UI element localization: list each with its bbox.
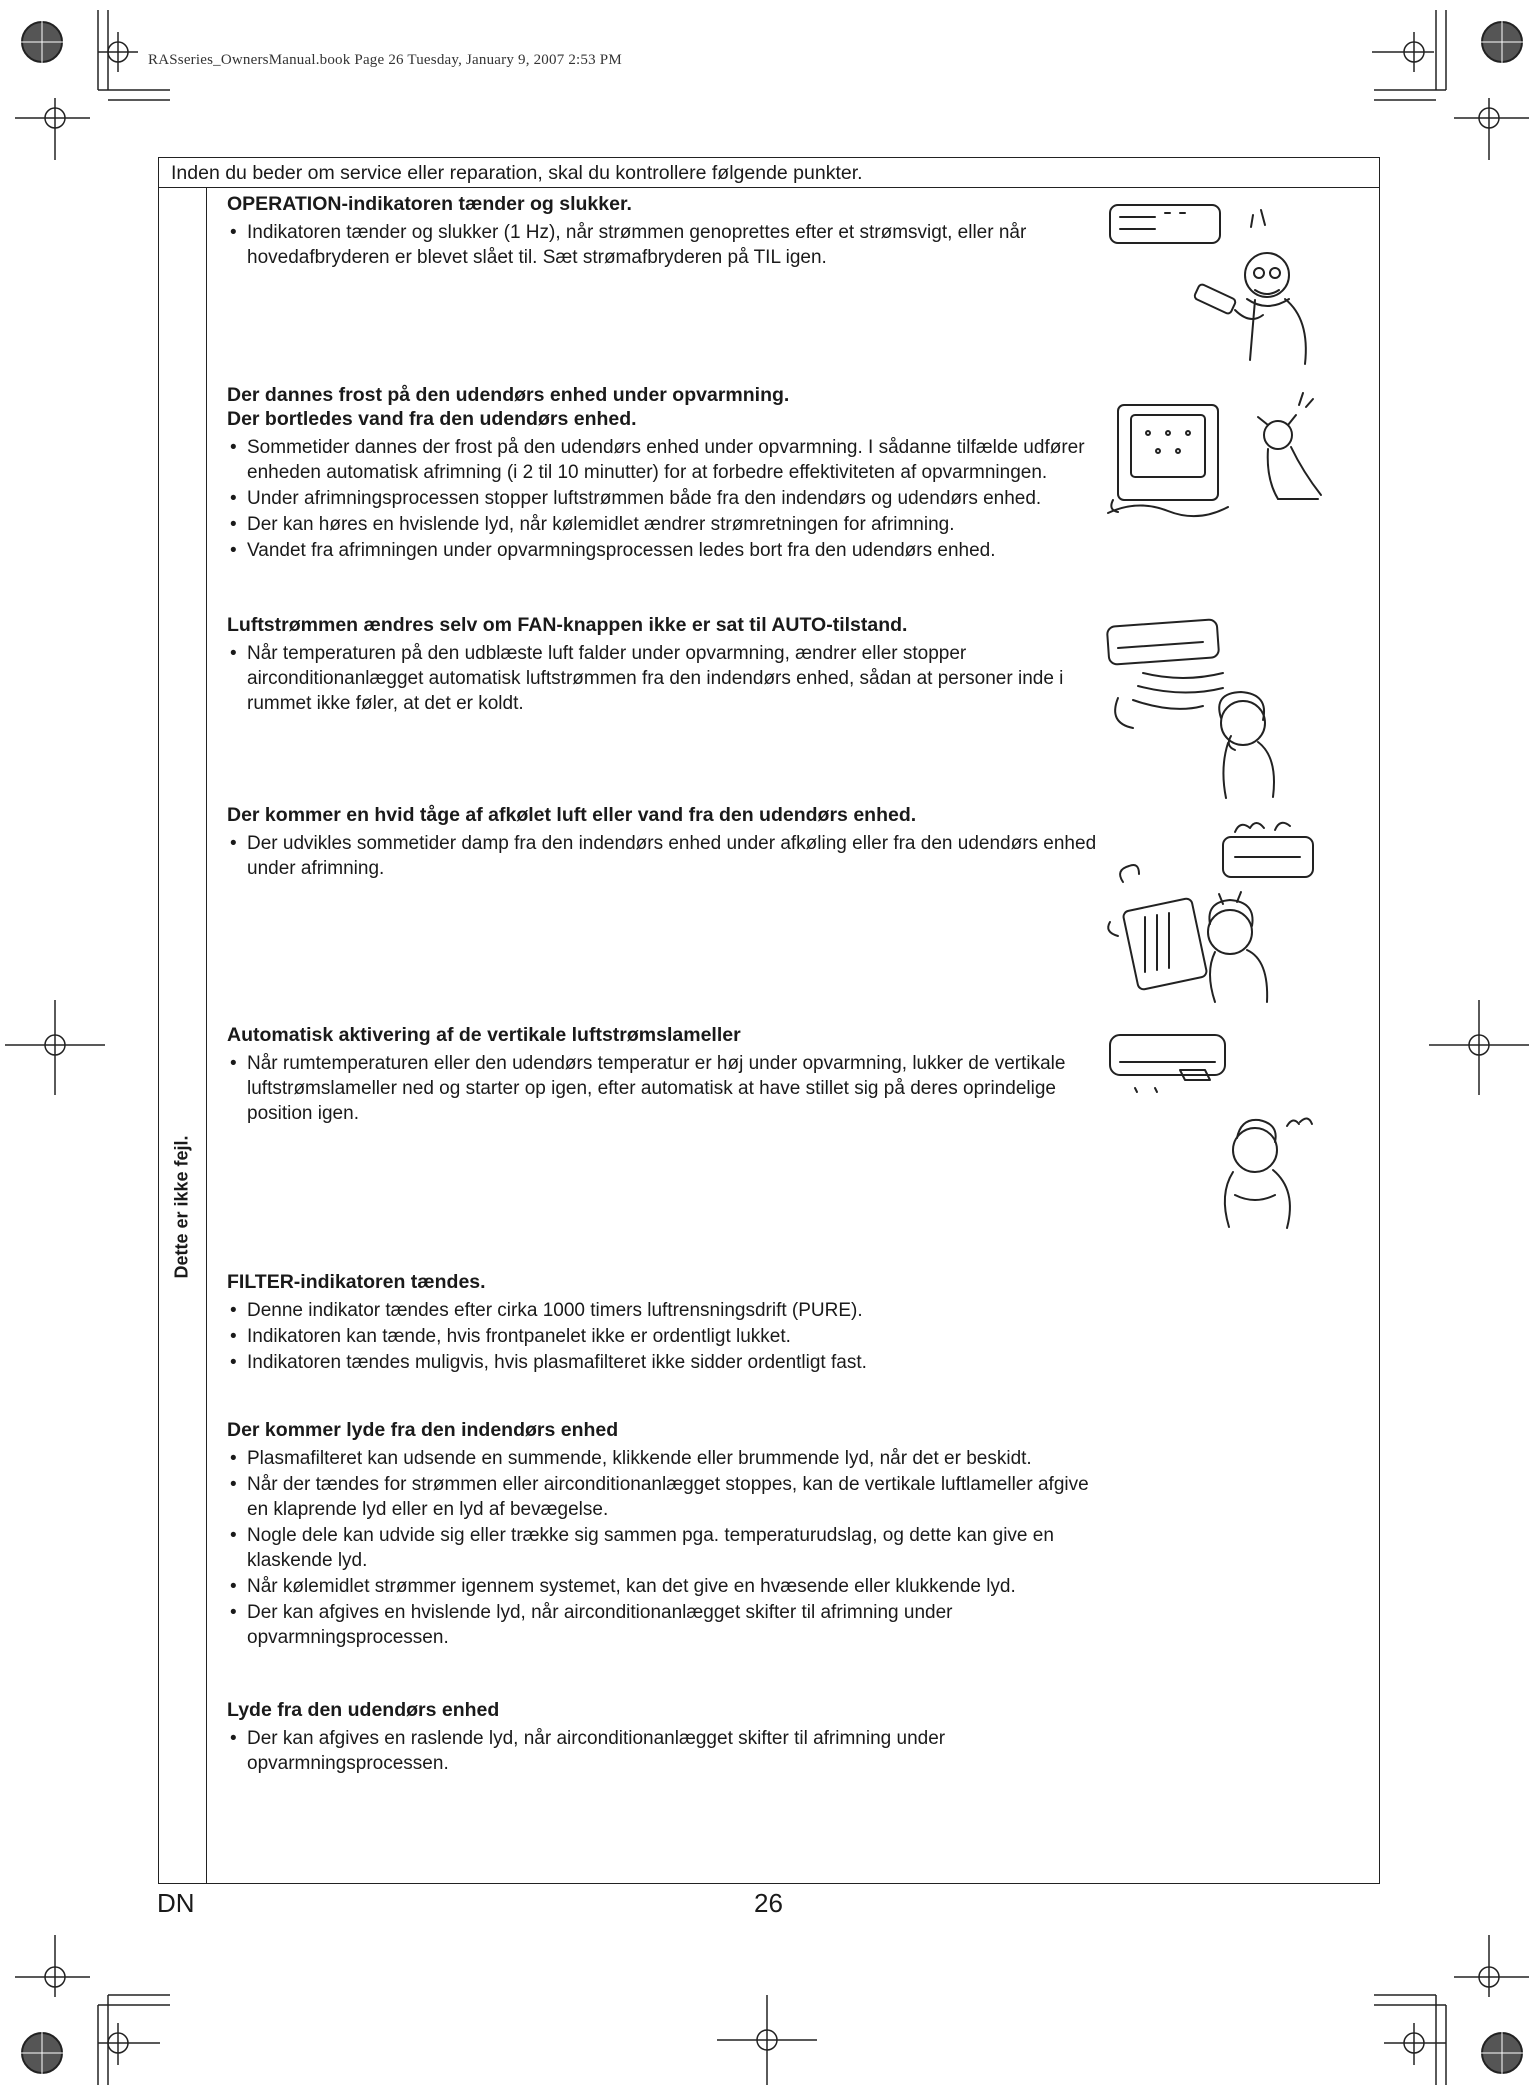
intro-text: Inden du beder om service eller reparation, skal du kontrollere følgende punkter. (171, 162, 863, 184)
list-item: • Indikatoren tænder og slukker (1 Hz), når strømmen genoprettes efter et strømsvigt, eller når hovedafbryderen er blevet slået til. Sæt strømafbryderen på TIL igen. (227, 220, 1107, 270)
registration-mark-top-right (1354, 10, 1534, 170)
list-item: • Når kølemidlet strømmer igennem systemet, kan det give en hvæsende eller klukkende lyd. (227, 1574, 1107, 1599)
list-item: • Når rumtemperaturen eller den udendørs temperatur er høj under opvarmning, lukker de vertikale luftstrømslameller ned og starter op igen, efter automatisk at have stillet sig på deres oprindelige position igen. (227, 1051, 1107, 1126)
section-vertical-louvers (227, 1023, 1107, 1127)
section-heading: Automatisk aktivering af de vertikale luftstrømslameller (227, 1024, 741, 1046)
section-indoor-noises (227, 1418, 1107, 1651)
section-heading: FILTER-indikatoren tændes. (227, 1271, 486, 1293)
section-outdoor-noises (227, 1698, 1107, 1777)
list-item: • Vandet fra afrimningen under opvarmningsprocessen ledes bort fra den udendørs enhed. (227, 538, 1107, 563)
side-column (159, 187, 207, 1883)
list-item: • Der udvikles sommetider damp fra den indendørs enhed under afkøling eller fra den udendørs enhed under afrimning. (227, 831, 1107, 881)
side-label-text: Dette er ikke fejl. (171, 1135, 192, 1279)
list-item: • Indikatoren tændes muligvis, hvis plasmafilteret ikke sidder ordentligt fast. (227, 1350, 1107, 1375)
section-operation-indicator (227, 192, 1107, 271)
list-item: • Nogle dele kan udvide sig eller trække sig sammen pga. temperaturudslag, og dette kan give en klaskende lyd. (227, 1523, 1107, 1573)
list-item: • Der kan afgives en hvislende lyd, når airconditionanlægget skifter til afrimning under opvarmningsprocessen. (227, 1600, 1107, 1650)
section-heading: Der kommer lyde fra den indendørs enhed (227, 1419, 619, 1441)
registration-mark-bottom-left (10, 1925, 190, 2085)
registration-mark-left-middle (0, 1000, 110, 1100)
list-item: • Indikatoren kan tænde, hvis frontpanelet ikke er ordentligt lukket. (227, 1324, 1107, 1349)
list-item: • Plasmafilteret kan udsende en summende, klikkende eller brummende lyd, når det er beskidt. (227, 1446, 1107, 1471)
section-heading: OPERATION-indikatoren tænder og slukker. (227, 193, 632, 215)
list-item: • Når temperaturen på den udblæste luft falder under opvarmning, ændrer eller stopper airconditionanlægget automatisk luftstrømmen fra den indendørs enhed, sådan at personer inde i rummet ikke føler, at det er koldt. (227, 641, 1107, 716)
list-item: • Sommetider dannes der frost på den udendørs enhed under opvarmning. I sådanne tilfælde udfører enheden automatisk afrimning (i 2 til 10 minutter) for at forbedre effektiviteten af opvarmningen. (227, 435, 1107, 485)
print-header: RASseries_OwnersManual.book Page 26 Tuesday, January 9, 2007 2:53 PM (148, 52, 622, 68)
registration-mark-bottom-center (712, 1990, 822, 2090)
list-item: • Denne indikator tændes efter cirka 1000 timers luftrensningsdrift (PURE). (227, 1298, 1107, 1323)
section-frost-outdoor-unit (227, 383, 1107, 564)
airflow-person-illustration (1103, 618, 1313, 803)
section-heading: Der dannes frost på den udendørs enhed under opvarmning. (227, 384, 790, 406)
section-airflow-changes (227, 613, 1107, 717)
section-heading: Lyde fra den udendørs enhed (227, 1699, 500, 1721)
louver-person-illustration (1105, 1030, 1320, 1245)
section-heading: Der bortledes vand fra den udendørs enhed. (227, 408, 637, 430)
intro-divider (159, 187, 1379, 188)
mist-outdoor-unit-illustration (1105, 812, 1320, 1012)
list-item: • Der kan høres en hvislende lyd, når kølemidlet ændrer strømretningen for afrimning. (227, 512, 1107, 537)
list-item: • Under afrimningsprocessen stopper luftstrømmen både fra den indendørs og udendørs enhed. (227, 486, 1107, 511)
indoor-unit-remote-illustration (1105, 195, 1320, 370)
registration-mark-top-left (10, 10, 190, 170)
section-filter-indicator (227, 1270, 1107, 1376)
footer-page-number: 26 (754, 1888, 783, 1918)
registration-mark-bottom-right (1354, 1925, 1534, 2085)
registration-mark-right-middle (1424, 1000, 1534, 1100)
outdoor-unit-frost-dog-illustration (1103, 385, 1328, 525)
list-item: • Når der tændes for strømmen eller airconditionanlægget stoppes, kan de vertikale luftlameller afgive en klaprende lyd eller en lyd af bevægelse. (227, 1472, 1107, 1522)
section-white-mist (227, 803, 1107, 882)
list-item: • Der kan afgives en raslende lyd, når airconditionanlægget skifter til afrimning under opvarmningsprocessen. (227, 1726, 1107, 1776)
section-heading: Der kommer en hvid tåge af afkølet luft eller vand fra den udendørs enhed. (227, 804, 917, 826)
section-heading: Luftstrømmen ændres selv om FAN-knappen ikke er sat til AUTO-tilstand. (227, 614, 908, 636)
footer-language-code: DN (157, 1888, 195, 1918)
